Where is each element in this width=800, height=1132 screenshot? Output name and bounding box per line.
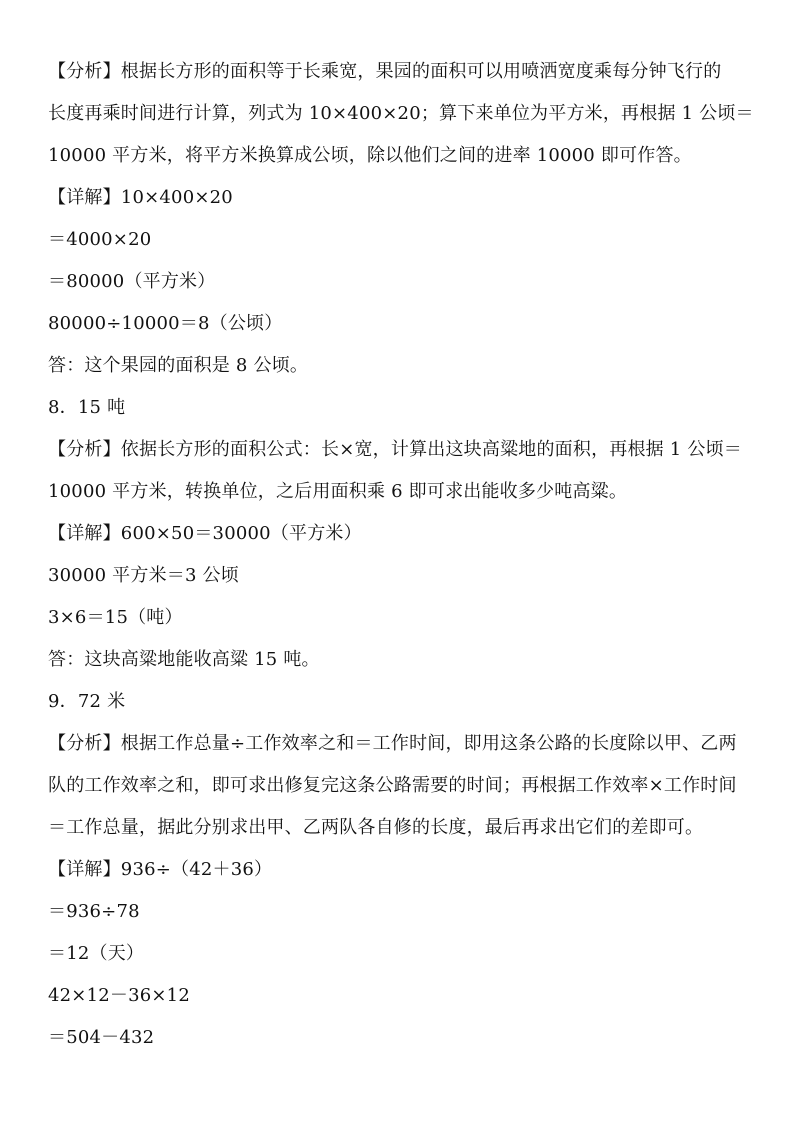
solution-line: 42×12－36×12: [48, 985, 190, 1006]
solution-line: ＝936÷78: [48, 901, 140, 922]
analysis-line: 【分析】根据长方形的面积等于长乘宽，果园的面积可以用喷洒宽度乘每分钟飞行的: [48, 61, 722, 82]
analysis-line: 队的工作效率之和，即可求出修复完这条公路需要的时间；再根据工作效率×工作时间: [48, 775, 737, 796]
analysis-line: 10000 平方米，转换单位，之后用面积乘 6 即可求出能收多少吨高粱。: [48, 481, 628, 502]
analysis-line: 【分析】依据长方形的面积公式：长×宽，计算出这块高粱地的面积，再根据 1 公顷＝: [48, 439, 742, 460]
answer-line: 答：这块高粱地能收高粱 15 吨。: [48, 649, 320, 670]
solution-line: 80000÷10000＝8（公顷）: [48, 313, 283, 334]
solution-line: ＝12（天）: [48, 943, 145, 964]
solution-line: 30000 平方米＝3 公顷: [48, 565, 239, 586]
analysis-line: 10000 平方米，将平方米换算成公顷，除以他们之间的进率 10000 即可作答。: [48, 145, 692, 166]
solution-line: 【详解】10×400×20: [48, 187, 233, 208]
solution-line: ＝504－432: [48, 1027, 155, 1048]
solution-line: 【详解】936÷（42＋36）: [48, 859, 273, 880]
analysis-line: 【分析】根据工作总量÷工作效率之和＝工作时间，即用这条公路的长度除以甲、乙两: [48, 733, 737, 754]
question-heading: 8．15 吨: [48, 397, 126, 418]
analysis-line: ＝工作总量，据此分别求出甲、乙两队各自修的长度，最后再求出它们的差即可。: [48, 817, 704, 838]
analysis-line: 长度再乘时间进行计算，列式为 10×400×20；算下来单位为平方米，再根据 1 公顷＝: [48, 103, 754, 124]
answer-line: 答：这个果园的面积是 8 公顷。: [48, 355, 309, 376]
solution-line: ＝4000×20: [48, 229, 152, 250]
question-heading: 9．72 米: [48, 691, 126, 712]
solution-line: 【详解】600×50＝30000（平方米）: [48, 523, 362, 544]
solution-line: ＝80000（平方米）: [48, 271, 216, 292]
solution-line: 3×6＝15（吨）: [48, 607, 183, 628]
